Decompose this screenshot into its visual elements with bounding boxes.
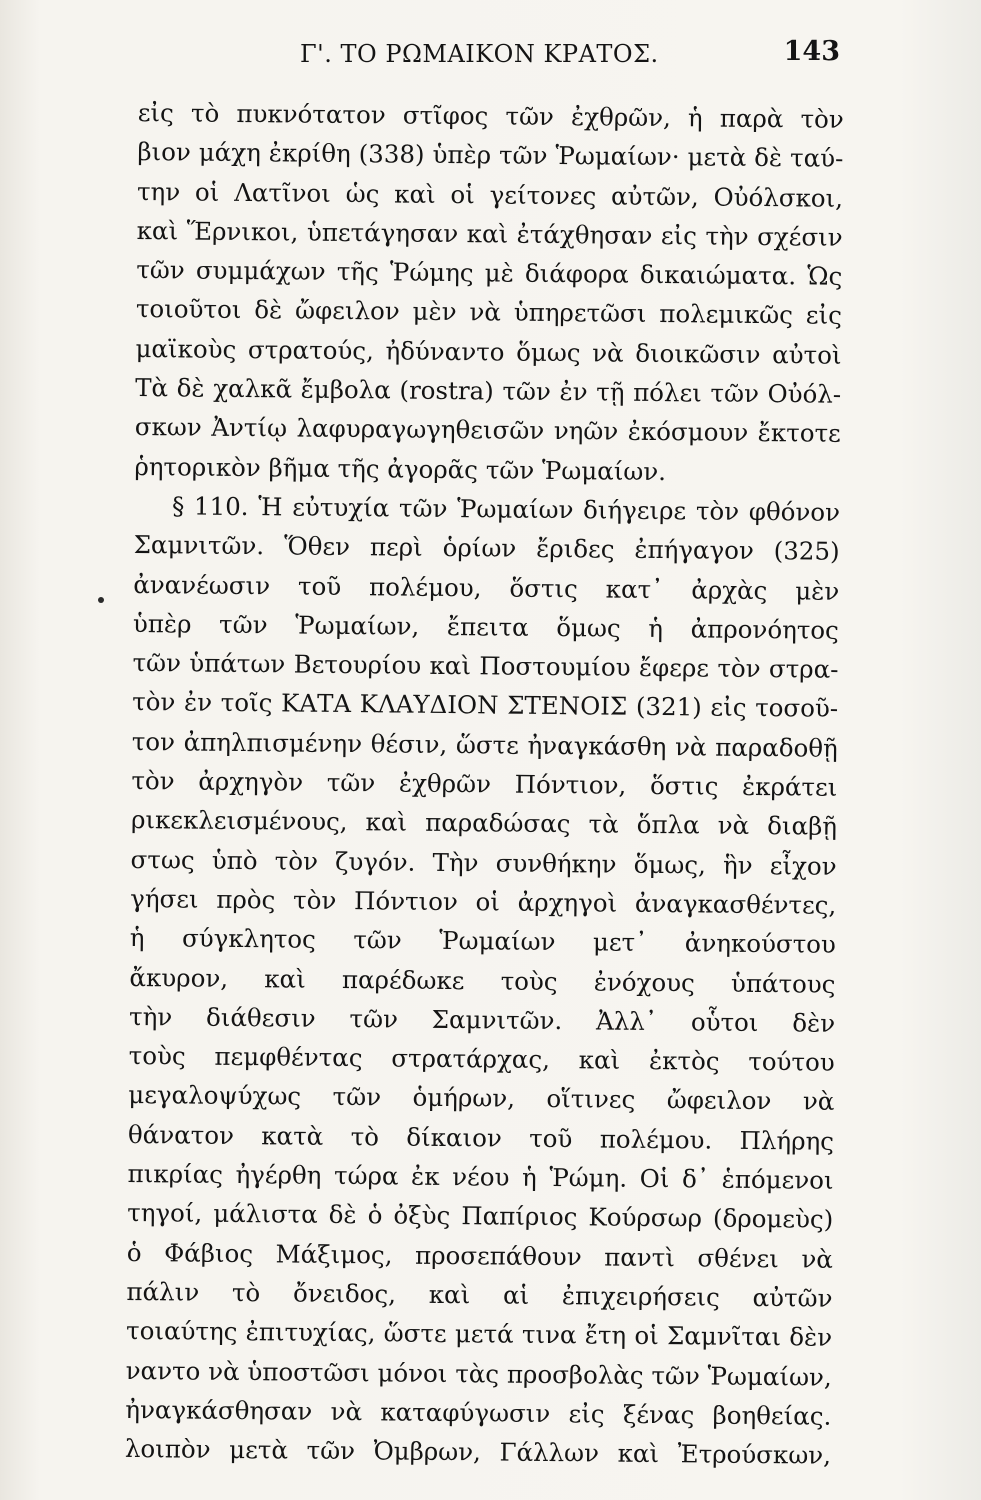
text-line: τοὺς πεμφθέντας στρατάρχας, καὶ ἐκτὸς τούτου [128, 1041, 835, 1077]
text-line: θάνατον κατὰ τὸ δίκαιον τοῦ πολέμου. Πλήρης [127, 1119, 835, 1156]
text-line: Σαμνιτῶν. Ὅθεν περὶ ὁρίων ἔριδες ἐπήγαγον (325) [133, 530, 840, 567]
body-text [125, 93, 844, 1475]
text-line: εἰς τὸ πυκνότατον στῖφος τῶν ἐχθρῶν, ἡ παρὰ τὸν [137, 97, 844, 134]
text-line: ὑπὲρ τῶν Ῥωμαίων, ἔπειτα ὅμως ἡ ἀπρονόητος [132, 608, 840, 645]
text-line: τῶν ὑπάτων Βετουρίου καὶ Ποστουμίου ἔφερε τὸν στρα- [132, 648, 839, 684]
text-line: τηγοί, μάλιστα δὲ ὁ ὀξὺς Παπίριος Κούρσωρ (δρομεὺς) [127, 1198, 834, 1235]
text-line: τον ἀπηλπισμένην θέσιν, ὥστε ἠναγκάσθη νὰ παραδοθῇ [131, 726, 838, 763]
text-line: ναντο νὰ ὑποστῶσι μόνοι τὰς προσβολὰς τῶν Ῥωμαίων, [125, 1355, 832, 1392]
section-heading-line: § 110. Ἡ εὐτυχία τῶν Ῥωμαίων διήγειρε τὸν φθόνον [171, 491, 841, 527]
text-line: μαϊκοὺς στρατούς, ἠδύναντο ὅμως νὰ διοικῶσιν αὐτοὶ [135, 333, 842, 370]
text-line: λοιπὸν μετὰ τῶν Ὀμβρων, Γάλλων καὶ Ἐτρούσκων, [124, 1434, 832, 1470]
text-line: βιον μάχη ἐκρίθη (338) ὑπὲρ τῶν Ῥωμαίων· μετὰ δὲ ταύ- [137, 137, 844, 174]
text-line: καὶ Ἕρνικοι, ὑπετάγησαν καὶ ἐτάχθησαν εἰς τὴν σχέσιν [136, 215, 843, 252]
page-header [300, 36, 840, 80]
text-line: τὴν διάθεσιν τῶν Σαμνιτῶν. Ἀλλ᾽ οὗτοι δὲν [128, 1001, 836, 1038]
text-line: τὸν ἐν τοῖς ΚΑΤΑ ΚΛΑΥΔΙΟΝ ΣΤΕΝΟΙΣ (321) εἰς τοσοῦ- [132, 687, 839, 724]
running-head: Γ'. ΤΟ ΡΩΜΑΙΚΟΝ ΚΡΑΤΟΣ. [300, 40, 659, 68]
text-line: τοιοῦτοι δὲ ὤφειλον μὲν νὰ ὑπηρετῶσι πολεμικῶς εἰς [135, 294, 843, 331]
text-line: πικρίας ἠγέρθη τώρα ἐκ νέου ἡ Ῥώμη. Οἱ δ᾽ ἑπόμενοι [127, 1158, 834, 1195]
text-line: ἠναγκάσθησαν νὰ καταφύγωσιν εἰς ξένας βοηθείας. [125, 1394, 832, 1431]
text-line: στως ὑπὸ τὸν ζυγόν. Τὴν συνθήκην ὅμως, ἣν εἶχον [130, 844, 837, 881]
ink-dot [98, 597, 104, 603]
text-line: τοιαύτης ἐπιτυχίας, ὥστε μετά τινα ἔτη οἱ Σαμνῖται δὲν [125, 1316, 833, 1352]
text-line: ὁ Φάβιος Μάξιμος, προσεπάθουν παντὶ σθένει νὰ [126, 1237, 833, 1274]
text-line: ῥητορικὸν βῆμα τῆς ἀγορᾶς τῶν Ῥωμαίων. [134, 451, 667, 486]
text-line: τῶν συμμάχων τῆς Ῥώμης μὲ διάφορα δικαιώματα. Ὡς [136, 255, 843, 291]
text-line: ἀνανέωσιν τοῦ πολέμου, ὅστις κατ᾽ ἀρχὰς μὲν [133, 569, 840, 606]
text-line: Τὰ δὲ χαλκᾶ ἔμβολα (rostra) τῶν ἐν τῇ πόλει τῶν Οὐόλ- [135, 373, 842, 409]
text-line: ἄκυρον, καὶ παρέδωκε τοὺς ἐνόχους ὑπάτους [129, 962, 836, 999]
text-line: ρικεκλεισμένους, καὶ παραδώσας τὰ ὅπλα νὰ διαβῇ [130, 805, 838, 842]
text-line: σκων Ἀντίῳ λαφυραγωγηθεισῶν νηῶν ἐκόσμουν ἔκτοτε [134, 412, 841, 449]
page-number: 143 [783, 36, 840, 67]
text-line: μεγαλοψύχως τῶν ὁμήρων, οἵτινες ὤφειλον νὰ [128, 1080, 835, 1117]
text-line: πάλιν τὸ ὄνειδος, καὶ αἱ ἐπιχειρήσεις αὐτῶν [126, 1276, 833, 1313]
text-line: γήσει πρὸς τὸν Πόντιον οἱ ἀρχηγοὶ ἀναγκασθέντες, [130, 883, 837, 920]
text-line: την οἱ Λατῖνοι ὡς καὶ οἱ γείτονες αὐτῶν, Οὐόλσκοι, [136, 176, 844, 213]
text-line: ἡ σύγκλητος τῶν Ῥωμαίων μετ᾽ ἀνηκούστου [129, 923, 836, 959]
text-line: τὸν ἀρχηγὸν τῶν ἐχθρῶν Πόντιον, ὅστις ἐκράτει [131, 766, 838, 802]
